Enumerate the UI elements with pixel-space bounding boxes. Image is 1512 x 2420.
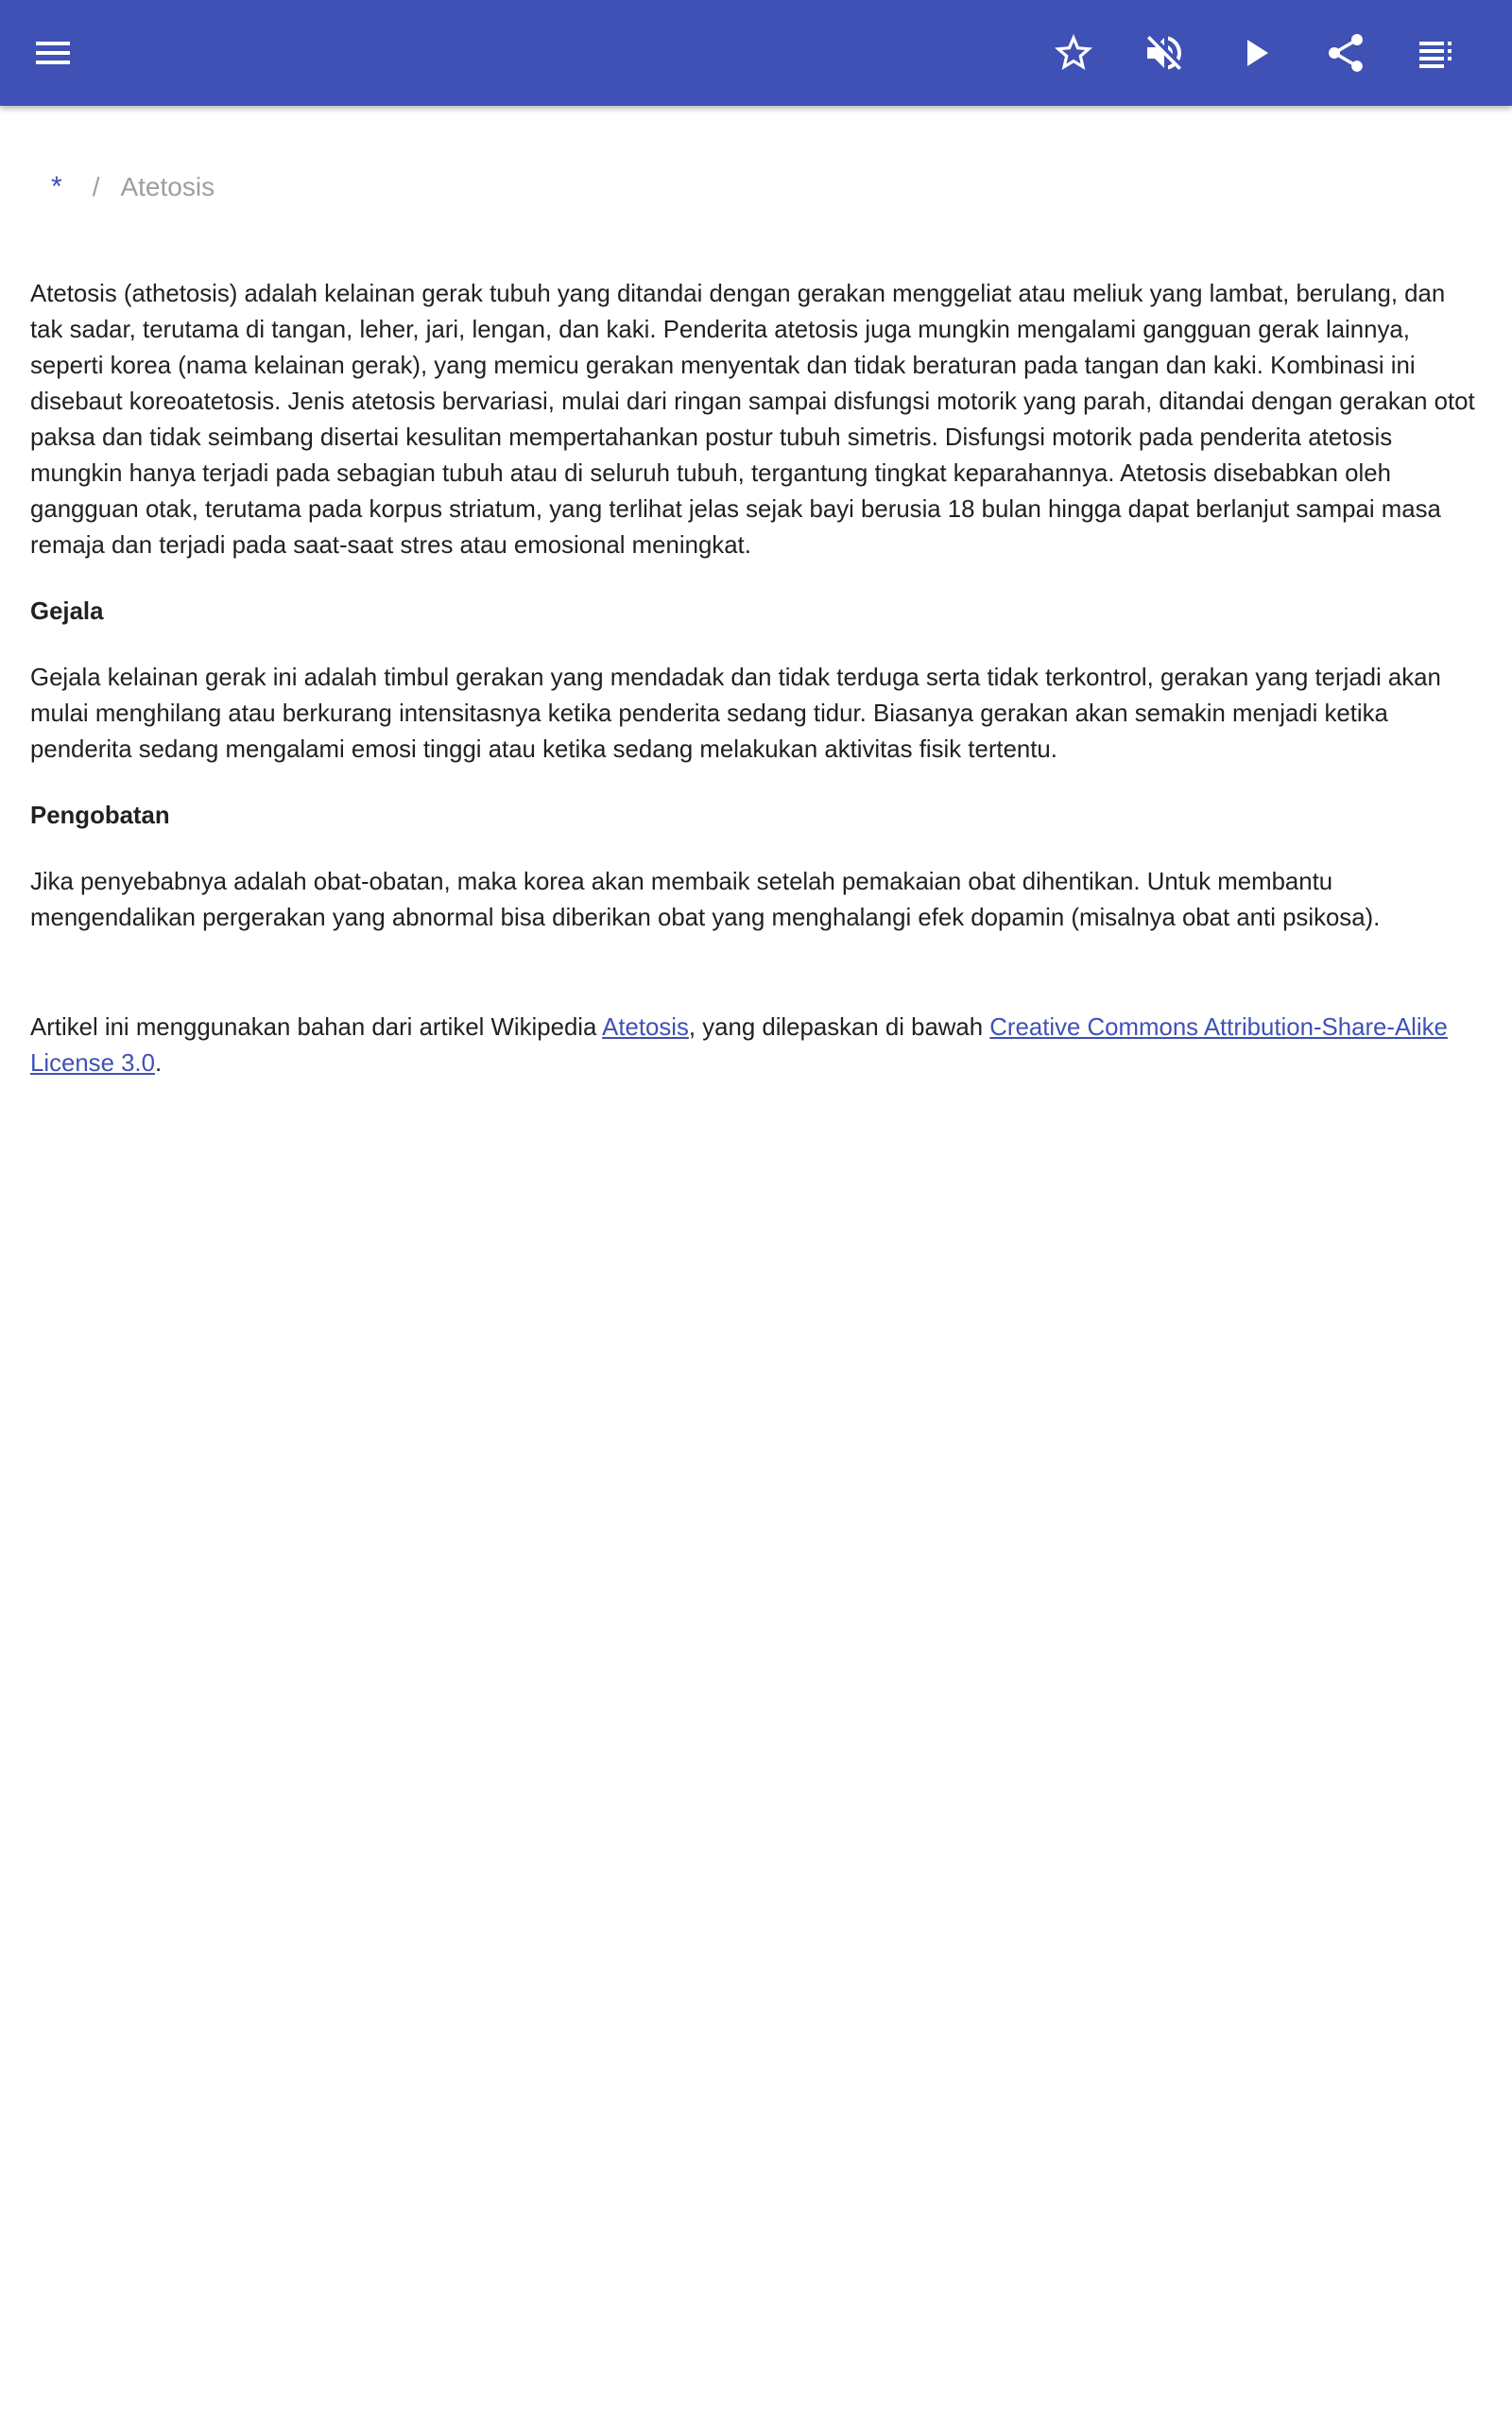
attribution-suffix: .	[154, 1050, 163, 1077]
app-bar	[0, 0, 1512, 106]
section-heading-gejala: Gejala	[30, 598, 104, 625]
section-text-pengobatan: Jika penyebabnya adalah obat-obatan, maka korea akan membaik setelah pemakaian obat dihentikan. Untuk membantu mengendalikan pergerakan yang abnormal bisa diberikan obat yang menghalangi efek dopamin (misalnya obat anti psikosa).	[30, 869, 1381, 931]
breadcrumb	[30, 168, 215, 206]
breadcrumb-separator: /	[92, 172, 100, 201]
list-icon	[1414, 30, 1459, 76]
attribution-prefix: Artikel ini menggunakan bahan dari artikel Wikipedia	[30, 1014, 603, 1041]
attribution-text	[30, 1010, 1482, 1081]
star-outline-icon	[1051, 30, 1096, 76]
menu-icon	[30, 30, 76, 76]
license-link[interactable]: Creative Commons Attribution-Share-Alike License 3.0	[30, 1014, 1448, 1077]
play-button[interactable]	[1225, 23, 1285, 83]
wikipedia-article-link[interactable]: Atetosis	[602, 1014, 689, 1041]
contents-button[interactable]	[1406, 23, 1467, 83]
volume-off-icon	[1142, 30, 1187, 76]
play-icon	[1232, 30, 1278, 76]
mute-button[interactable]	[1134, 23, 1194, 83]
breadcrumb-current: Atetosis	[120, 172, 215, 201]
favorite-button[interactable]	[1043, 23, 1104, 83]
menu-button[interactable]	[23, 23, 83, 83]
article-intro: Atetosis (athetosis) adalah kelainan gerak tubuh yang ditandai dengan gerakan menggeliat atau meliuk yang lambat, berulang, dan tak sadar, terutama di tangan, leher, jari, lengan, dan kaki. Penderita atetosis juga mungkin mengalami gangguan gerak lainnya, seperti korea (nama kelainan gerak), yang memicu gerakan menyentak dan tidak beraturan pada tangan dan kaki. Kombinasi ini disebaut koreoatetosis. Jenis atetosis bervariasi, mulai dari ringan sampai disfungsi motorik yang parah, ditandai dengan gerakan otot paksa dan tidak seimbang disertai kesulitan mempertahankan postur tubuh simetris. Disfungsi motorik pada penderita atetosis mungkin hanya terjadi pada sebagian tubuh atau di seluruh tubuh, tergantung tingkat keparahannya. Atetosis disebabkan oleh gangguan otak, terutama pada korpus striatum, yang terlihat jelas sejak bayi berusia 18 bulan hingga dapat berlanjut sampai masa remaja dan terjadi pada saat-saat stres atau emosional meningkat.	[30, 281, 1475, 559]
breadcrumb-home-link[interactable]: *	[51, 171, 62, 202]
attribution-middle: , yang dilepaskan di bawah	[688, 1014, 990, 1041]
share-icon	[1323, 30, 1368, 76]
article-content	[30, 276, 1482, 1112]
section-text-gejala: Gejala kelainan gerak ini adalah timbul gerakan yang mendadak dan tidak terduga serta tidak terkontrol, gerakan yang terjadi akan mulai menghilang atau berkurang intensitasnya ketika penderita sedang tidur. Biasanya gerakan akan semakin menjadi ketika penderita sedang mengalami emosi tinggi atau ketika sedang melakukan aktivitas fisik tertentu.	[30, 665, 1441, 763]
section-heading-pengobatan: Pengobatan	[30, 803, 170, 829]
share-button[interactable]	[1315, 23, 1376, 83]
